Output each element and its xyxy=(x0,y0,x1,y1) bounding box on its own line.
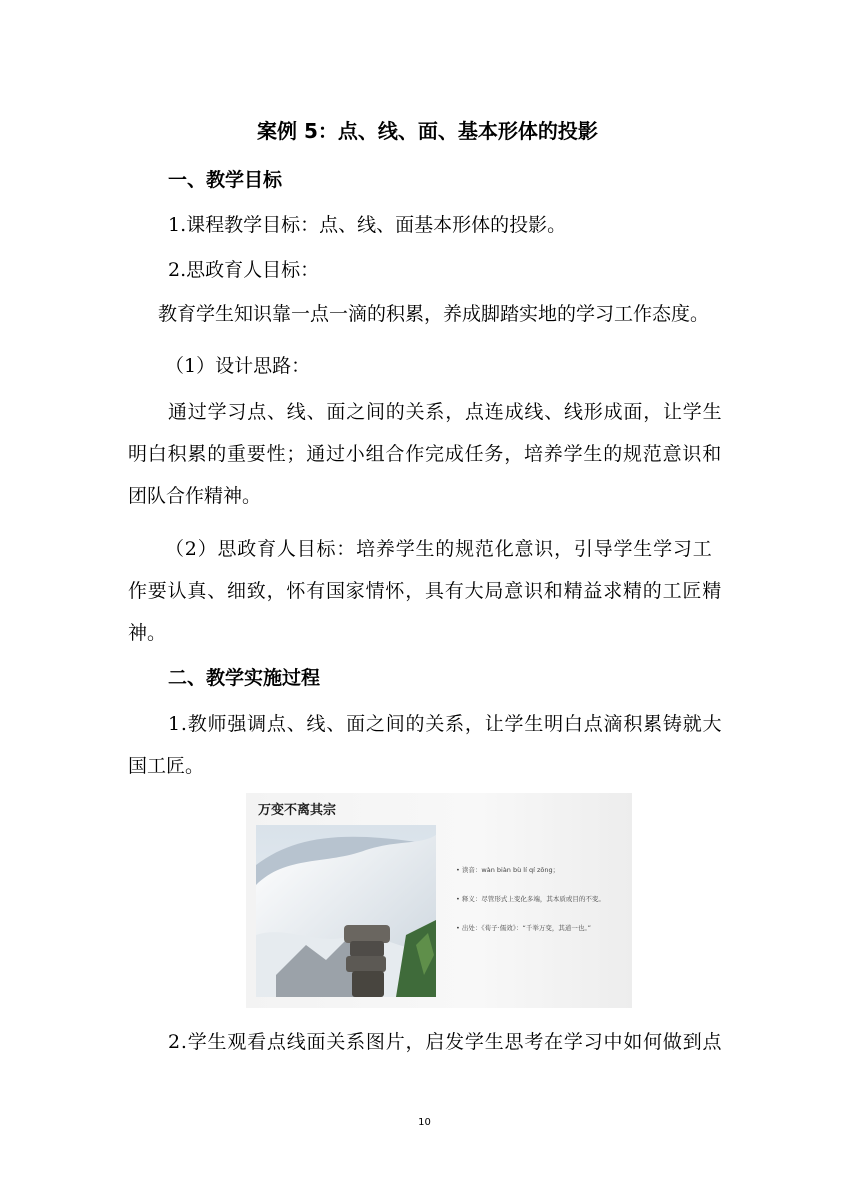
design-idea-line: 通过学习点、线、面之间的关系，点连成线、线形成面，让学生 xyxy=(168,401,723,423)
figure-bullet: • 读音：wàn biàn bù lí qí zōng； xyxy=(456,866,560,874)
cloud-sea-photo xyxy=(256,825,436,997)
figure-bullet: • 出处：《荀子·儒效》：“千举万变，其道一也。” xyxy=(456,924,591,932)
page-number: 10 xyxy=(418,1117,431,1128)
process-item-1-line: 1.教师强调点、线、面之间的关系，让学生明白点滴积累铸就大 xyxy=(168,713,723,735)
slide-figure xyxy=(246,793,632,1008)
objective-item-1: 1.课程教学目标：点、线、面基本形体的投影。 xyxy=(168,214,567,236)
ideology-goal-line: （2）思政育人目标：培养学生的规范化意识，引导学生学习工 xyxy=(165,538,713,560)
design-idea-line: 明白积累的重要性；通过小组合作完成任务，培养学生的规范意识和 xyxy=(128,443,723,465)
process-item-1-line: 国工匠。 xyxy=(128,755,205,777)
figure-bullet: • 释义：尽管形式上变化多端，其本质或目的不变。 xyxy=(456,895,605,903)
design-idea-line: 团队合作精神。 xyxy=(128,485,262,507)
design-idea-label: （1）设计思路： xyxy=(165,355,311,377)
objective-paragraph: 教育学生知识靠一点一滴的积累，养成脚踏实地的学习工作态度。 xyxy=(158,303,710,325)
objective-item-2: 2.思政育人目标： xyxy=(168,259,320,281)
document-title: 案例 5：点、线、面、基本形体的投影 xyxy=(257,119,598,143)
process-item-2-line: 2.学生观看点线面关系图片，启发学生思考在学习中如何做到点 xyxy=(168,1031,723,1053)
section-heading-objectives: 一、教学目标 xyxy=(168,169,283,191)
section-heading-process: 二、教学实施过程 xyxy=(168,667,321,689)
ideology-goal-line: 作要认真、细致，怀有国家情怀，具有大局意识和精益求精的工匠精 xyxy=(128,580,723,602)
ideology-goal-line: 神。 xyxy=(128,622,167,644)
figure-title: 万变不离其宗 xyxy=(258,803,337,818)
